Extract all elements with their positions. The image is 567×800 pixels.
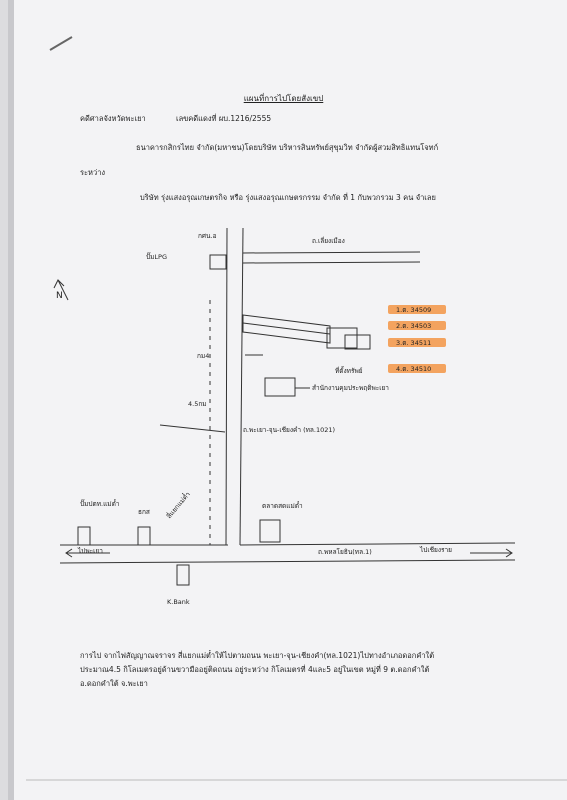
main-road-label: ถ.พหลโยธิน(ทล.1) bbox=[318, 548, 372, 556]
bypass-road-top-edge bbox=[243, 252, 420, 253]
main-road-bottom bbox=[60, 560, 515, 563]
baac-building bbox=[138, 527, 150, 545]
between-label: ระหว่าง bbox=[80, 168, 106, 177]
route-description-2: ประมาณ4.5 กิโลเมตรอยู่ด้านขวามืออยู่ติดถนน อยู่ระหว่าง กิโลเมตรที่ 4และ5 อยู่ในเขต หมู่ที่ 9 ต.ดอกคำใต้ bbox=[80, 665, 430, 674]
km-marker-label: กม4 bbox=[197, 352, 210, 360]
court-name: คดีศาลจังหวัดพะเยา bbox=[80, 114, 146, 123]
lpg-pump-label: ปั๊มLPG bbox=[146, 253, 167, 261]
ptt-pump-label: ปั๊มปตท.แม่ต๋ำ bbox=[80, 500, 120, 508]
deed-1: 1.ต. 34509 bbox=[396, 306, 432, 314]
probation-office-building bbox=[265, 378, 295, 396]
road-1021-left-edge bbox=[226, 228, 227, 545]
route-description-1: การไป จากไฟสัญญาณจราจร สี่แยกแม่ต๋ำให้ไปตามถนน พะเยา-จุน-เชียงคำ(ทล.1021)ไปทางอำเภอดอกคำใต้ bbox=[80, 651, 435, 660]
junction-label: สี่แยกแม่ต๋ำ bbox=[165, 490, 192, 521]
probation-office-label: สำนักงานคุมประพฤติพะเยา bbox=[312, 384, 389, 392]
market-building bbox=[260, 520, 280, 542]
case-number: เลขคดีแดงที่ ผบ.1216/2555 bbox=[176, 114, 272, 123]
route-description-3: อ.ดอกคำใต้ จ.พะเยา bbox=[80, 679, 148, 688]
north-arrow-head bbox=[54, 280, 64, 288]
bypass-road-label: ถ.เลี่ยงเมือง bbox=[312, 237, 345, 245]
map-title: แผนที่การไปโดยสังเขป bbox=[243, 94, 324, 103]
hwy-leader-line bbox=[160, 425, 225, 432]
staple-mark bbox=[50, 37, 72, 50]
to-chiangrai-right: ไปเชียงราย bbox=[420, 546, 452, 554]
deed-2: 2.ต. 34503 bbox=[396, 322, 432, 330]
defendant: บริษัท รุ่งแสงอรุณเกษตรกิจ หรือ รุ่งแสงอรุณเกษตรกรรม จำกัด ที่ 1 กับพวกรวม 3 คน จำเลย bbox=[140, 193, 436, 202]
road-1021-right-edge bbox=[240, 228, 243, 545]
north-label: N bbox=[56, 291, 63, 301]
to-phayao-left: ไปพะเยา bbox=[78, 547, 103, 555]
school-building bbox=[210, 255, 226, 269]
plaintiff: ธนาคารกสิกรไทย จำกัด(มหาชน)โดยบริษัท บริหารสินทรัพย์สุขุมวิท จำกัดผู้สวมสิทธิแทนโจทก์ bbox=[136, 143, 439, 152]
school-label: กศน.อ bbox=[198, 232, 217, 240]
hwy-1021-label: ถ.พะเยา-จุน-เชียงคำ (ทล.1021) bbox=[243, 426, 336, 434]
ptt-pump-building bbox=[78, 527, 90, 545]
property-house bbox=[327, 328, 357, 348]
distance-label: 4.5กม bbox=[188, 400, 207, 408]
property-label: ที่ตั้งทรัพย์ bbox=[335, 367, 363, 375]
kbank-label: K.Bank bbox=[167, 598, 190, 606]
deed-3: 3.ต. 34511 bbox=[396, 339, 432, 347]
baac-label: ธกส bbox=[138, 508, 150, 516]
deed-4: 4.ต. 34510 bbox=[396, 365, 432, 373]
kbank-building bbox=[177, 565, 189, 585]
market-label: ตลาดสดแม่ต๋ำ bbox=[262, 502, 303, 510]
bypass-road-bottom-edge bbox=[243, 262, 420, 263]
main-road-top-right bbox=[240, 543, 515, 545]
